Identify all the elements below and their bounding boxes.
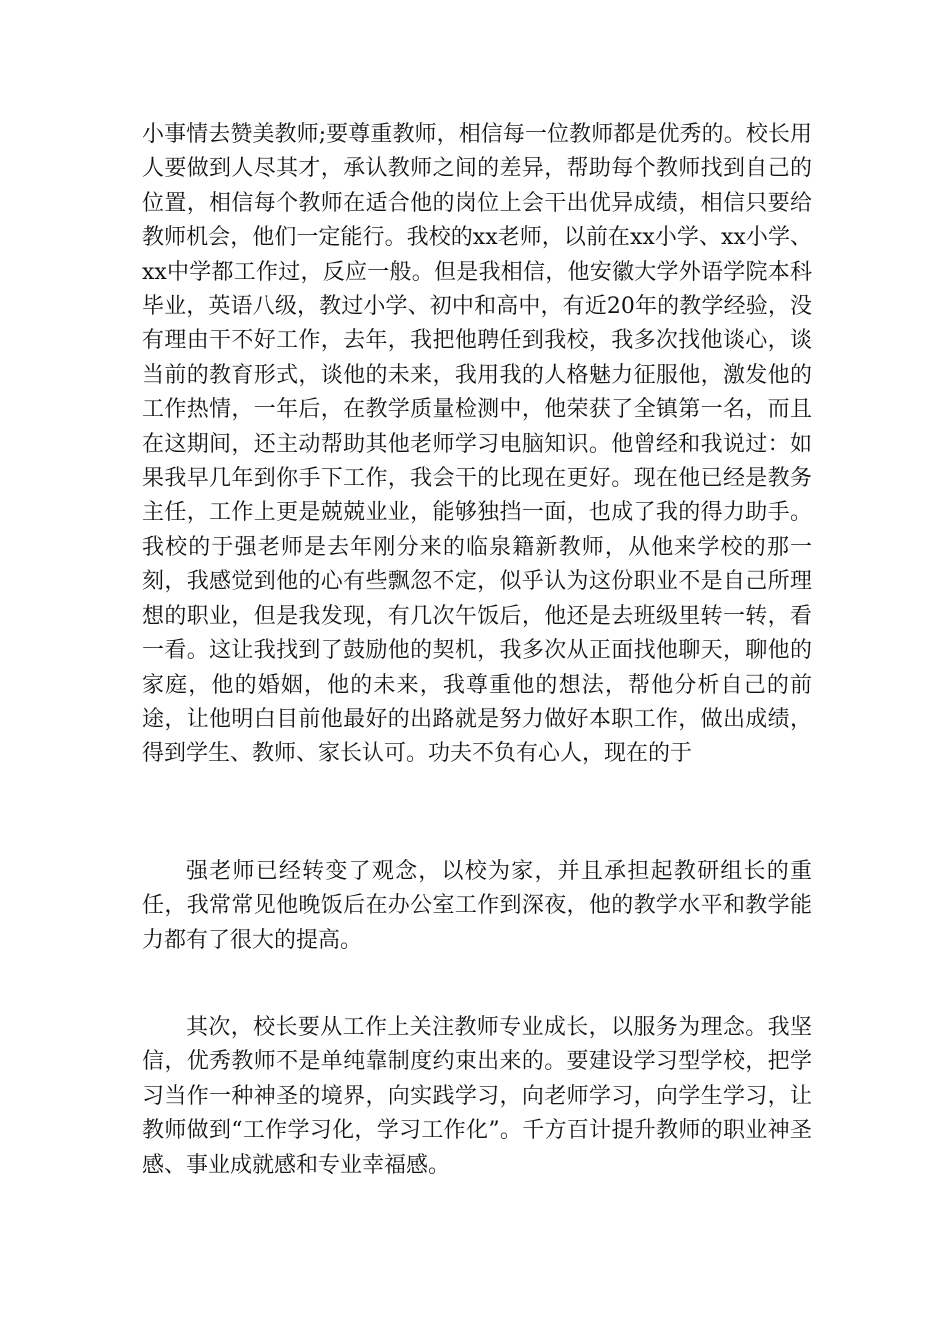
body-paragraph-1: 小事情去赞美教师;要尊重教师，相信每一位教师都是优秀的。校长用人要做到人尽其才，承认教师之间的差异，帮助每个教师找到自己的位置，相信每个教师在适合他的岗位上会干出优异成绩，相信只要给教师机会，他们一定能行。我校的xx老师，以前在xx小学、xx小学、xx中学都工作过，反应一般。但是我相信，他安徽大学外语学院本科毕业，英语八级，教过小学、初中和高中，有近20年的教学经验，没有理由干不好工作，去年，我把他聘任到我校，我多次找他谈心，谈当前的教育形式，谈他的未来，我用我的人格魅力征服他，激发他的工作热情，一年后，在教学质量检测中，他荣获了全镇第一名，而且在这期间，还主动帮助其他老师学习电脑知识。他曾经和我说过：如果我早几年到你手下工作，我会干的比现在更好。现在他已经是教务主任，工作上更是兢兢业业，能够独挡一面，也成了我的得力助手。我校的于强老师是去年刚分来的临泉籍新教师，从他来学校的那一刻，我感觉到他的心有些飘忽不定，似乎认为这份职业不是自己所理想的职业，但是我发现，有几次午饭后，他还是去班级里转一转，看一看。这让我找到了鼓励他的契机，我多次从正面找他聊天，聊他的家庭，他的婚姻，他的未来，我尊重他的想法，帮他分析自己的前途，让他明白目前他最好的出路就是努力做好本职工作，做出成绩，得到学生、教师、家长认可。功夫不负有心人，现在的于	[142, 122, 812, 767]
body-paragraph-3: 其次，校长要从工作上关注教师专业成长，以服务为理念。我坚信，优秀教师不是单纯靠制度约束出来的。要建设学习型学校，把学习当作一种神圣的境界，向实践学习，向老师学习，向学生学习，让教师做到“工作学习化，学习工作化”。千方百计提升教师的职业神圣感、事业成就感和专业幸福感。	[142, 1015, 812, 1178]
body-paragraph-2: 强老师已经转变了观念，以校为家，并且承担起教研组长的重任，我常常见他晚饭后在办公室工作到深夜，他的教学水平和教学能力都有了很大的提高。	[142, 859, 812, 953]
